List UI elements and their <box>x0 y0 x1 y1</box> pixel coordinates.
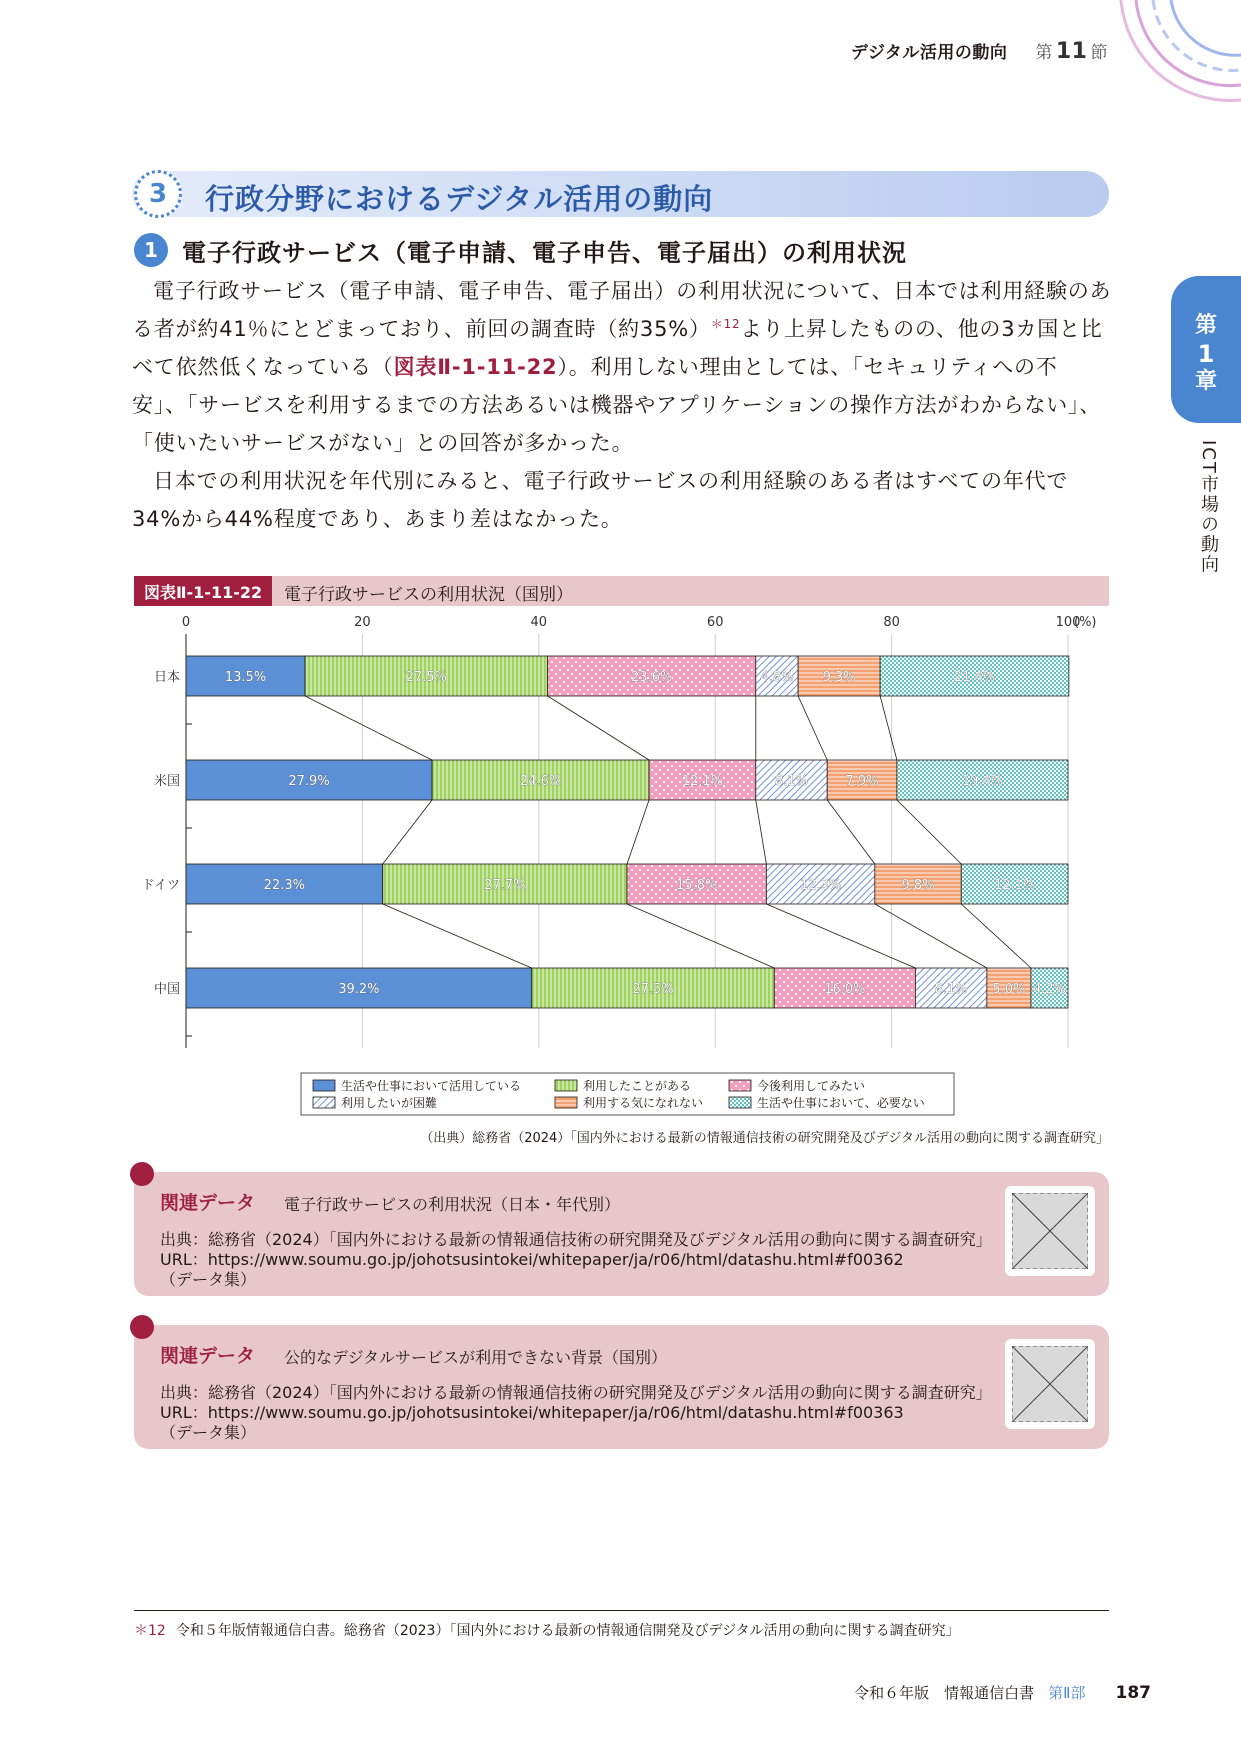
data-label: 12.1% <box>681 774 724 789</box>
connector-line <box>961 904 1031 968</box>
data-label: 27.5% <box>405 670 448 685</box>
figure-caption-bar <box>134 576 1109 606</box>
qr-code-icon[interactable] <box>1005 1339 1095 1429</box>
related-data-box-2 <box>134 1325 1109 1449</box>
footer-book-title: 令和６年版 情報通信白書 <box>854 1684 1035 1702</box>
category-label: ドイツ <box>141 878 180 893</box>
related-data-source: 出典：総務省（2024）「国内外における最新の情報通信技術の研究開発及びデジタル活用の動向に関する調査研究」 <box>160 1383 992 1402</box>
figure-number-tag: 図表Ⅱ-1-11-22 <box>134 576 272 606</box>
section-title: 行政分野におけるデジタル活用の動向 <box>205 182 714 216</box>
figure-reference-link[interactable]: 図表Ⅱ-1-11-22 <box>393 355 558 379</box>
category-label: 日本 <box>153 670 180 685</box>
legend-swatch <box>313 1097 335 1108</box>
legend-swatch <box>729 1097 751 1108</box>
x-tick-label: 0 <box>181 615 191 630</box>
running-header <box>851 38 1108 64</box>
data-label: 8.1% <box>934 982 968 997</box>
connector-line <box>880 696 897 760</box>
body-text <box>132 272 1112 538</box>
footnote <box>134 1620 960 1640</box>
stacked-bar-chart <box>134 612 1109 1172</box>
corner-decoration <box>1101 0 1241 110</box>
footnote-divider <box>134 1610 1109 1611</box>
x-tick-label: 40 <box>530 615 548 630</box>
footnote-mark: ＊12 <box>134 1623 166 1639</box>
footnote-text: 令和５年版情報通信白書。総務省（2023）「国内外における最新の情報通信開発及びデジタル活用の動向に関する調査研究」 <box>175 1623 960 1639</box>
paragraph-1: 電子行政サービス（電子申請、電子申告、電子届出）の利用状況について、日本では利用経験のある者が約41％にとどまっており、前回の調査時（約35%）$^{*12}$より上昇したものの、他の3カ国と比べて依然低くなっている（図表Ⅱ-1-11-22）。利用しない理由としては、「セキュリティへの不安」、「サービスを利用するまでの方法あるいは機器やアプリケーションの操作方法がわからない」、「使いたいサービスがない」との回答が多かった。 <box>132 279 1112 455</box>
data-label: 27.7% <box>484 878 526 893</box>
data-label: 19.4% <box>961 774 1004 789</box>
paragraph-2: 日本での利用状況を年代別にみると、電子行政サービスの利用経験のある者はすべての年代で34%から44%程度であり、あまり差はなかった。 <box>132 469 1069 531</box>
figure-title: 電子行政サービスの利用状況（国別） <box>284 585 573 605</box>
data-label: 9.3% <box>822 670 856 685</box>
connector-line <box>383 800 432 864</box>
legend-label: 生活や仕事において、必要ない <box>757 1096 925 1110</box>
related-data-box-1 <box>134 1172 1109 1296</box>
related-data-url[interactable]: URL：https://www.soumu.go.jp/johotsusintokei/whitepaper/ja/r06/html/datashu.html#f00363 <box>160 1403 904 1422</box>
related-data-note: （データ集） <box>160 1270 257 1289</box>
data-label: 9.8% <box>901 878 935 893</box>
data-label: 23.6% <box>631 670 673 685</box>
connector-line <box>798 696 827 760</box>
legend-label: 利用したことがある <box>583 1079 692 1093</box>
running-header-section-number: 第 11 節 <box>1035 39 1108 64</box>
data-label: 24.6% <box>519 774 562 789</box>
related-data-title: 公的なデジタルサービスが利用できない背景（国別） <box>284 1348 668 1367</box>
data-label: 13.5% <box>224 670 267 685</box>
data-label: 12.1% <box>993 878 1036 893</box>
related-data-label: 関連データ <box>160 1192 256 1214</box>
data-label: 16.0% <box>824 982 866 997</box>
page-footer <box>854 1682 1151 1703</box>
data-label: 5.0% <box>992 982 1026 997</box>
connector-line <box>627 904 774 968</box>
chapter-tab: 第 1 章 <box>1171 276 1241 423</box>
data-label: 15.8% <box>676 878 718 893</box>
legend-swatch <box>729 1080 751 1091</box>
related-data-source: 出典：総務省（2024）「国内外における最新の情報通信技術の研究開発及びデジタル活用の動向に関する調査研究」 <box>160 1230 992 1249</box>
data-label: 4.8% <box>760 670 794 685</box>
related-data-info <box>160 1230 992 1290</box>
qr-code-graphic <box>1012 1346 1088 1422</box>
qr-code-icon[interactable] <box>1005 1186 1095 1276</box>
running-header-section: デジタル活用の動向 <box>850 43 1008 63</box>
data-label: 39.2% <box>338 982 380 997</box>
legend-swatch <box>555 1080 577 1091</box>
subsection-number-badge: 1 <box>134 233 168 267</box>
page-number: 187 <box>1115 1683 1151 1703</box>
data-label: 4.2% <box>1032 982 1066 997</box>
subsection-title: 電子行政サービス（電子申請、電子申告、電子届出）の利用状況 <box>182 239 907 267</box>
section-number-badge: 3 <box>134 170 182 218</box>
connector-line <box>383 904 532 968</box>
legend-label: 利用する気になれない <box>583 1096 704 1110</box>
connector-line <box>756 800 767 864</box>
data-label: 12.3% <box>799 878 842 893</box>
related-data-info <box>160 1383 992 1443</box>
connector-line <box>627 800 649 864</box>
data-label: 7.9% <box>845 774 879 789</box>
related-data-note: （データ集） <box>160 1423 257 1442</box>
chapter-vertical-title: ICT市場の動向 <box>1198 440 1219 575</box>
data-label: 21.4% <box>953 670 996 685</box>
category-label: 米国 <box>153 774 180 789</box>
connector-line <box>548 696 649 760</box>
figure-source: （出典）総務省（2024）「国内外における最新の情報通信技術の研究開発及びデジタル活用の動向に関する調査研究」 <box>420 1131 1109 1146</box>
x-unit-label: (%) <box>1074 615 1097 630</box>
qr-code-graphic <box>1012 1193 1088 1269</box>
x-tick-label: 100 <box>1055 615 1081 630</box>
related-data-label: 関連データ <box>160 1345 256 1367</box>
footer-part: 第Ⅱ部 <box>1048 1684 1086 1702</box>
legend-label: 今後利用してみたい <box>757 1079 866 1093</box>
footnote-ref[interactable]: ＊12 <box>710 317 741 331</box>
data-label: 22.3% <box>263 878 305 893</box>
related-data-url[interactable]: URL：https://www.soumu.go.jp/johotsusintokei/whitepaper/ja/r06/html/datashu.html#f00362 <box>160 1250 904 1269</box>
x-tick-label: 80 <box>883 615 900 630</box>
data-label: 27.9% <box>288 774 330 789</box>
category-label: 中国 <box>153 982 180 997</box>
data-label: 27.5% <box>632 982 674 997</box>
x-tick-label: 20 <box>354 615 371 630</box>
legend-swatch <box>313 1080 335 1091</box>
related-data-marker <box>130 1162 154 1186</box>
x-tick-label: 60 <box>706 615 724 630</box>
connector-line <box>766 904 915 968</box>
connector-line <box>305 696 432 760</box>
related-data-title: 電子行政サービスの利用状況（日本・年代別） <box>284 1195 621 1214</box>
connector-line <box>827 800 875 864</box>
legend-label: 生活や仕事において活用している <box>341 1079 522 1093</box>
legend-swatch <box>555 1097 577 1108</box>
data-label: 8.1% <box>774 774 809 789</box>
connector-line <box>897 800 961 864</box>
legend-label: 利用したいが困難 <box>341 1096 438 1110</box>
related-data-marker <box>130 1315 154 1339</box>
